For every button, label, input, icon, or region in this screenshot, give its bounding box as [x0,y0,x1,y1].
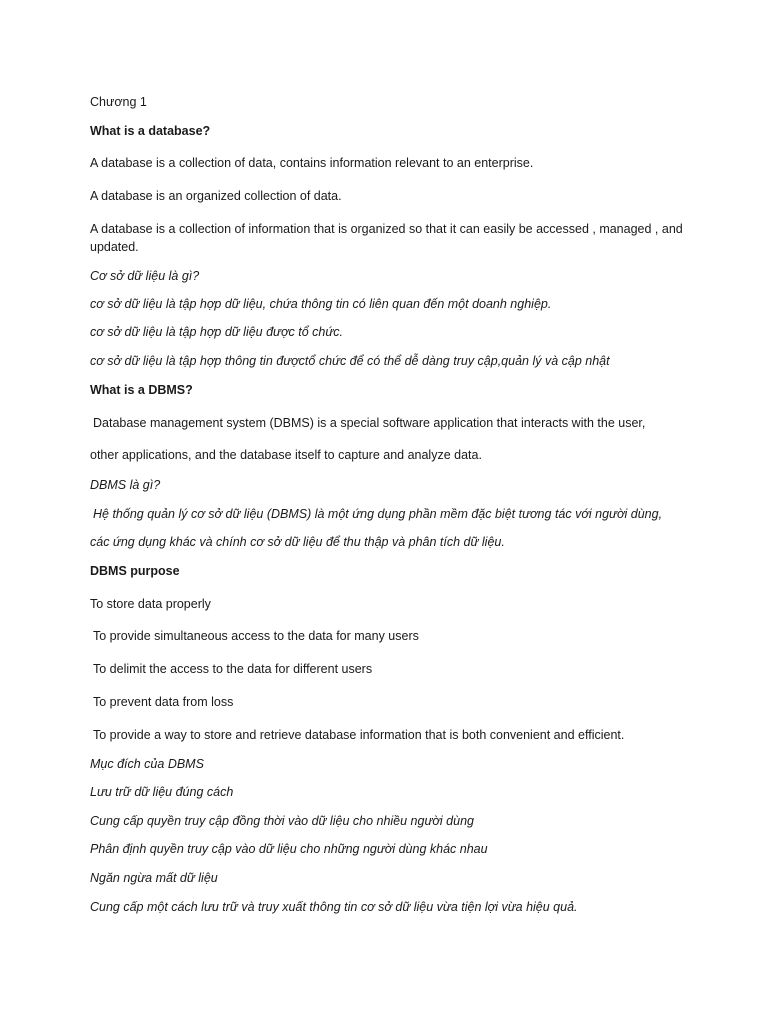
chapter-title: Chương 1 [90,95,147,109]
list-item-vi-purpose: Ngăn ngừa mất dữ liệu [90,871,218,885]
heading-vi-what-is-database: Cơ sở dữ liệu là gì? [90,269,200,283]
list-item-vi-purpose: Phân định quyền truy cập vào dữ liệu cho những người dùng khác nhau [90,842,488,856]
paragraph-database-definition-3: A database is a collection of information that is organized so that it can easily be accessed , managed , and updated. [90,222,683,254]
list-item-purpose: To provide a way to store and retrieve database information that is both convenient and efficient. [93,728,625,742]
list-item-vi-purpose: Cung cấp một cách lưu trữ và truy xuất thông tin cơ sở dữ liệu vừa tiện lợi vừa hiệu quả. [90,900,578,914]
paragraph-vi-dbms-definition-line-2: các ứng dụng khác và chính cơ sở dữ liệu để thu thập và phân tích dữ liệu. [90,535,505,549]
heading-dbms-purpose: DBMS purpose [90,564,180,578]
paragraph-database-definition-2: A database is an organized collection of data. [90,189,342,203]
heading-vi-what-is-dbms: DBMS là gì? [90,478,161,492]
paragraph-vi-database-definition-3: cơ sở dữ liệu là tập hợp thông tin đượctổ chức để có thể dễ dàng truy cập,quản lý và cập nhật [90,354,610,368]
list-item-purpose: To store data properly [90,597,211,611]
heading-what-is-dbms: What is a DBMS? [90,383,193,397]
paragraph-vi-database-definition-2: cơ sở dữ liệu là tập hợp dữ liệu được tổ chức. [90,325,343,339]
paragraph-dbms-definition-line-1: Database management system (DBMS) is a special software application that interacts with the user, [93,416,646,430]
list-item-purpose: To delimit the access to the data for different users [93,662,373,676]
list-item-purpose: To prevent data from loss [93,695,234,709]
list-item-vi-purpose: Lưu trữ dữ liệu đúng cách [90,785,234,799]
heading-what-is-database: What is a database? [90,124,211,138]
paragraph-database-definition-1: A database is a collection of data, contains information relevant to an enterprise. [90,156,534,170]
paragraph-dbms-definition-line-2: other applications, and the database itself to capture and analyze data. [90,448,482,462]
paragraph-vi-database-definition-1: cơ sở dữ liệu là tập hợp dữ liệu, chứa thông tin có liên quan đến một doanh nghiệp. [90,297,552,311]
heading-vi-dbms-purpose: Mục đích của DBMS [90,757,204,771]
list-item-purpose: To provide simultaneous access to the data for many users [93,629,419,643]
paragraph-vi-dbms-definition-line-1: Hệ thống quản lý cơ sở dữ liệu (DBMS) là một ứng dụng phần mềm đặc biệt tương tác với người dùng, [93,507,663,521]
list-item-vi-purpose: Cung cấp quyền truy cập đồng thời vào dữ liệu cho nhiều người dùng [90,814,474,828]
